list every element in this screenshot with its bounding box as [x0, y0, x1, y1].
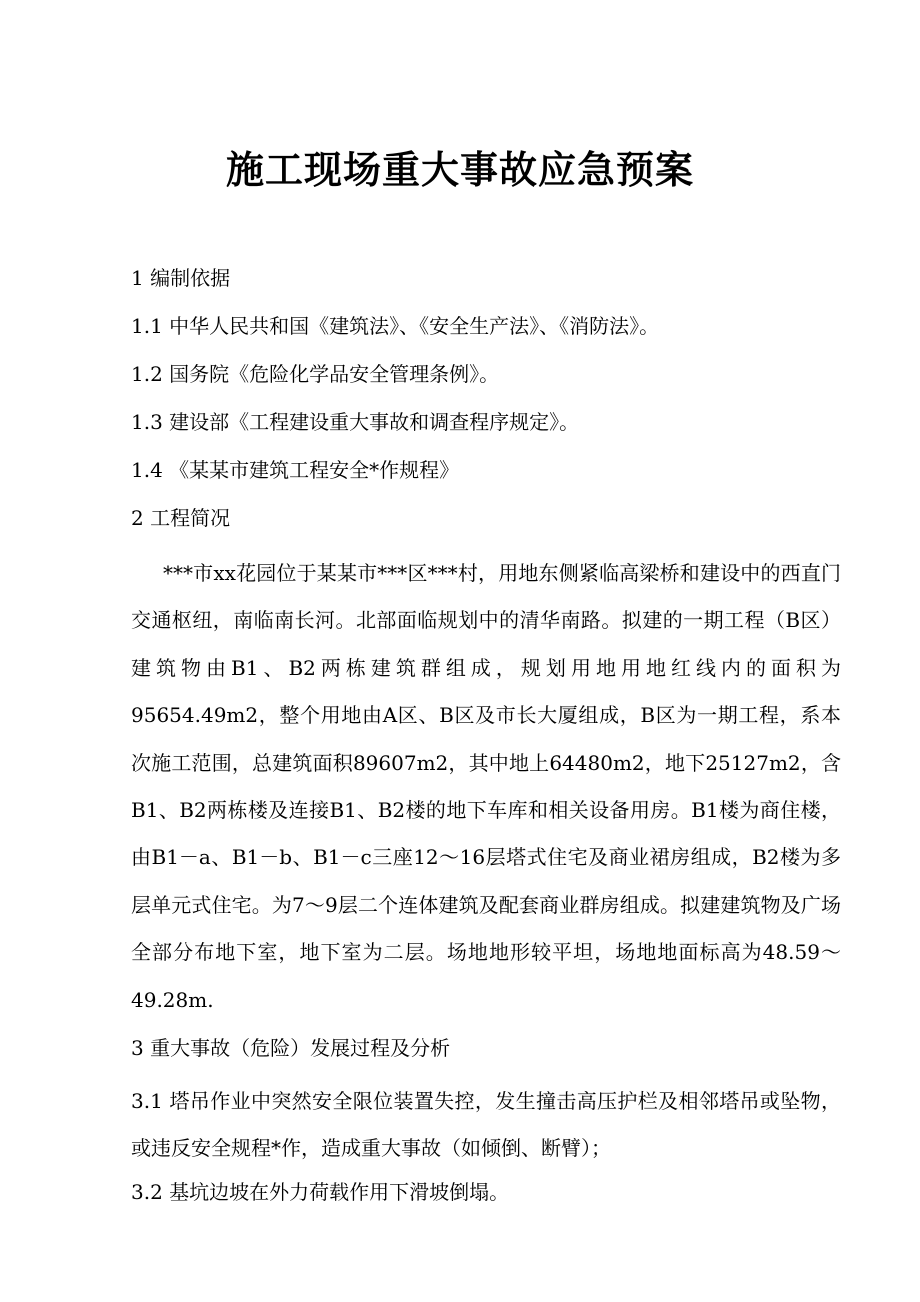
clause-3-1: 3.1 塔吊作业中突然安全限位装置失控，发生撞击高压护栏及相邻塔吊或坠物，或违反安全规程*作，造成重大事故（如倾倒、断臂）；: [131, 1089, 841, 1160]
section-2-heading: 2 工程简况: [131, 506, 231, 530]
section-1-heading: 1 编制依据: [131, 266, 231, 290]
section-3-heading: 3 重大事故（危险）发展过程及分析: [131, 1036, 451, 1060]
clause-1-1: 1.1 中华人民共和国《建筑法》、《安全生产法》、《消防法》。: [131, 314, 660, 338]
clause-1-4: 1.4 《某某市建筑工程安全*作规程》: [131, 458, 460, 482]
clause-3-2: 3.2 基坑边坡在外力荷载作用下滑坡倒塌。: [131, 1180, 510, 1204]
clause-1-2: 1.2 国务院《危险化学品安全管理条例》。: [131, 362, 500, 386]
document-title: 施工现场重大事故应急预案: [225, 147, 694, 192]
project-overview-paragraph: ***市xx花园位于某某市***区***村，用地东侧紧临高梁桥和建设中的西直门交通枢纽，南临南长河。北部面临规划中的清华南路。拟建的一期工程（B区）建筑物由B1、B2两栋建筑群组成，规划用地用地红线内的面积为95654.49m2，整个用地由A区、B区及市长大厦组成，B区为一期工程，系本次施工范围，总建筑面积89607m2，其中地上64480m2，地下25127m2，含B1、B2两栋楼及连接B1、B2楼的地下车库和相关设备用房。B1楼为商住楼，由B1－a、B1－b、B1－c三座12～16层塔式住宅及商业裙房组成，B2楼为多层单元式住宅。为7～9层二个连体建筑及配套商业群房组成。拟建建筑物及广场全部分布地下室，地下室为二层。场地地形较平坦，场地地面标高为48.59～49.28m.: [131, 561, 841, 1012]
clause-1-3: 1.3 建设部《工程建设重大事故和调查程序规定》。: [131, 410, 580, 434]
